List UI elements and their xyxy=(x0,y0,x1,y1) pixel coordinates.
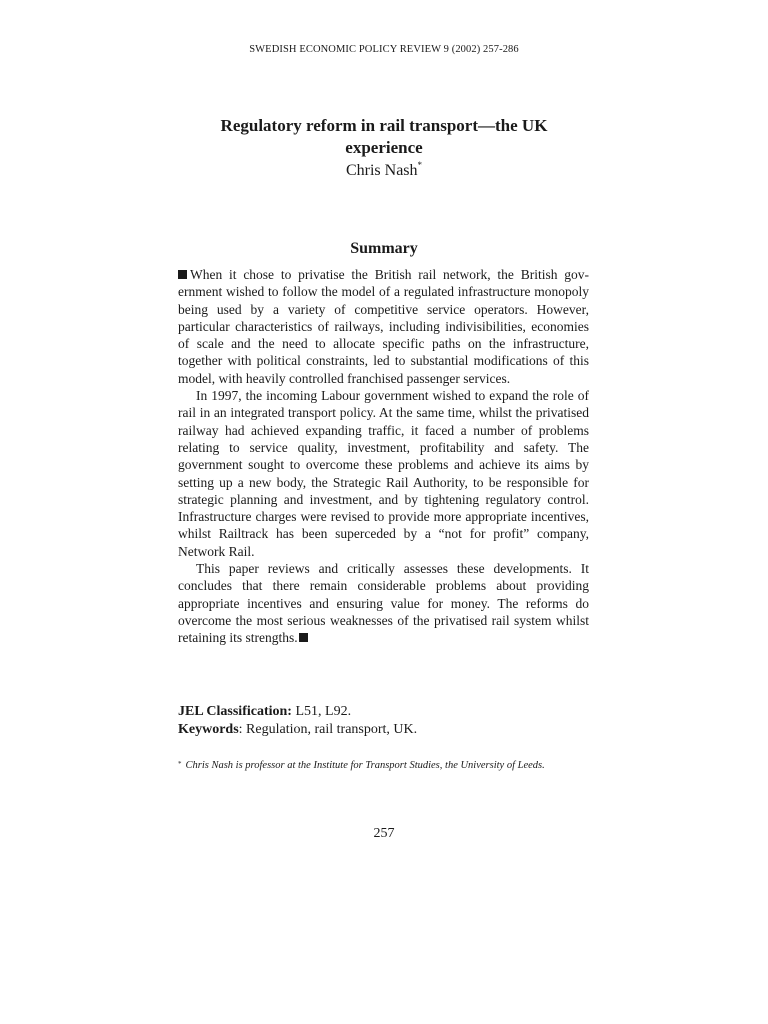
author-footnote-mark: * xyxy=(417,160,423,170)
keywords-line xyxy=(178,721,589,739)
jel-value: L51, L92. xyxy=(291,704,352,719)
page-number: 257 xyxy=(373,826,395,841)
keywords-label: Keywords xyxy=(178,722,239,737)
author-line xyxy=(0,162,768,180)
jel-line xyxy=(178,703,589,721)
section-end-square-icon xyxy=(299,633,308,642)
summary-paragraph-3 xyxy=(178,560,589,646)
classification-block xyxy=(178,703,589,739)
summary-body xyxy=(178,266,589,647)
keywords-value: : Regulation, rail transport, UK. xyxy=(238,722,418,737)
article-title: Regulatory reform in rail transport—the UK experience xyxy=(220,116,548,157)
footnote-text: Chris Nash is professor at the Institute for Transport Studies, the University of Leeds. xyxy=(185,760,545,771)
paragraph-text: In 1997, the incoming Labour government wished to expand the role of rail in an integrated transport policy. At the same time, whilst the privatised railway had achieved expanding traffic, it faced a number of problems relating to service quality, investment, profitability and safety. The government sought to overcome these problems and achieve its aims by setting up a new body, the Strategic Rail Authority, to be responsible for strategic planning and investment, and by tightening regulatory control. Infrastructure charges were revised to provide more appropriate incentives, whilst Railtrack has been superceded by a “not for profit” company, Network Rail. xyxy=(178,388,589,559)
paragraph-text: This paper reviews and critically assesses these developments. It concludes that there remain considerable problems about providing appropriate incentives and ensuring value for money. The reforms do overcome the most serious weaknesses of the privatised rail system whilst retaining its strengths. xyxy=(178,561,589,646)
paragraph-text: When it chose to privatise the British rail network, the British government wished to follow the model of a regulated infrastructure monopoly being used by a variety of competitive service operators. However, particular characteristics of railways, including indivisibilities, economies of scale and the need to allocate specific paths on the infrastructure, together with political constraints, led to substantial modifications of this model, with heavily controlled franchised passenger services. xyxy=(178,267,589,386)
footnote-mark: * xyxy=(178,760,182,768)
section-start-square-icon xyxy=(178,270,187,279)
summary-paragraph-1 xyxy=(178,266,589,387)
author-footnote xyxy=(178,760,589,771)
jel-label: JEL Classification: xyxy=(178,704,292,719)
author-name: Chris Nash xyxy=(345,162,418,179)
summary-heading: Summary xyxy=(350,240,418,257)
running-head: SWEDISH ECONOMIC POLICY REVIEW 9 (2002) 257-286 xyxy=(249,44,519,55)
summary-paragraph-2 xyxy=(178,387,589,560)
